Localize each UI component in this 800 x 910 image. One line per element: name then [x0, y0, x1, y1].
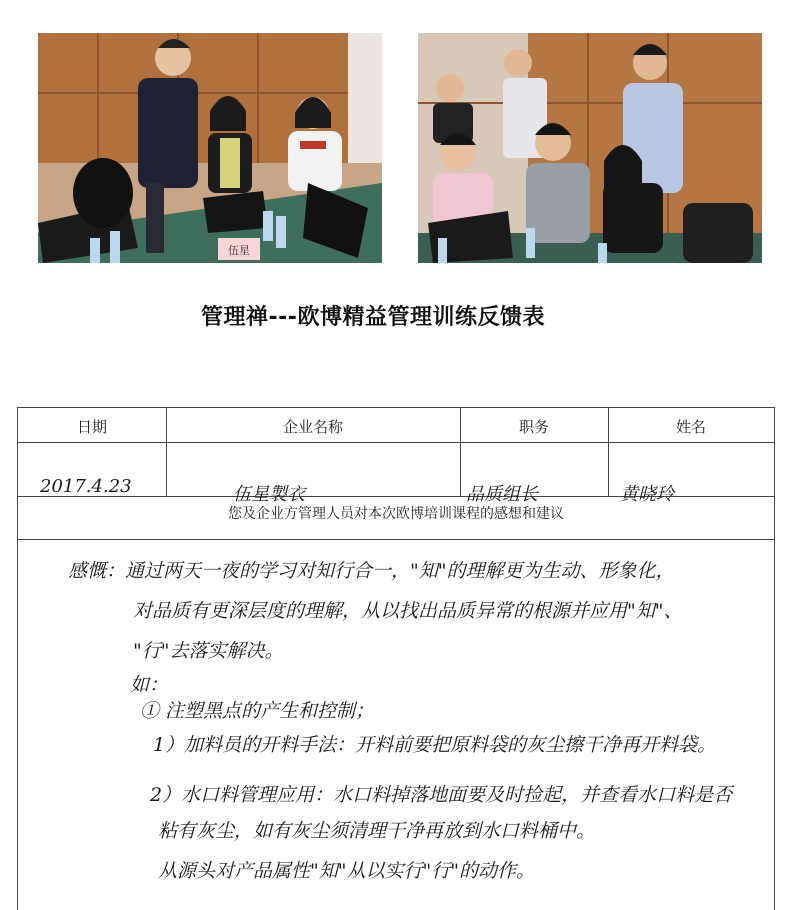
value-date: 2017.4.23: [40, 476, 132, 497]
feedback-form: [17, 407, 775, 910]
header-position: 职务: [518, 418, 549, 436]
header-date: 日期: [76, 418, 107, 436]
value-name: 黄晓玲: [620, 484, 674, 505]
feedback-line: 1）加料员的开料手法：开料前要把原料袋的灰尘擦干净再开料袋。: [153, 734, 717, 756]
feedback-prompt: 您及企业方管理人员对本次欧博培训课程的感想和建议: [228, 506, 564, 522]
feedback-line: "行"去落实解决。: [133, 640, 284, 662]
feedback-line: ① 注塑黑点的产生和控制；: [140, 700, 375, 722]
feedback-line: 感慨：通过两天一夜的学习对知行合一，"知"的理解更为生动、形象化，: [68, 560, 675, 582]
feedback-line: 2）水口料管理应用：水口料掉落地面要及时捡起，并查看水口料是否: [150, 784, 733, 806]
value-company: 伍星製衣: [233, 484, 305, 505]
training-photo-left: [38, 33, 382, 263]
name-card-text: 伍星: [228, 244, 250, 257]
header-name: 姓名: [675, 418, 706, 436]
feedback-line: 对品质有更深层度的理解，从以找出品质异常的根源并应用"知"、: [133, 600, 683, 622]
feedback-line: 粘有灰尘，如有灰尘须清理干净再放到水口料桶中。: [158, 820, 596, 842]
header-row-divider: [18, 442, 774, 443]
header-company: 企业名称: [282, 418, 343, 436]
page-title: 管理禅---欧博精益管理训练反馈表: [201, 305, 545, 330]
training-photo-right: [418, 33, 762, 263]
feedback-line: 从源头对产品属性"知"从以实行"行"的动作。: [158, 860, 535, 882]
value-position: 品质组长: [466, 484, 538, 505]
feedback-line: 如：: [130, 674, 169, 696]
prompt-row-divider: [18, 539, 774, 540]
